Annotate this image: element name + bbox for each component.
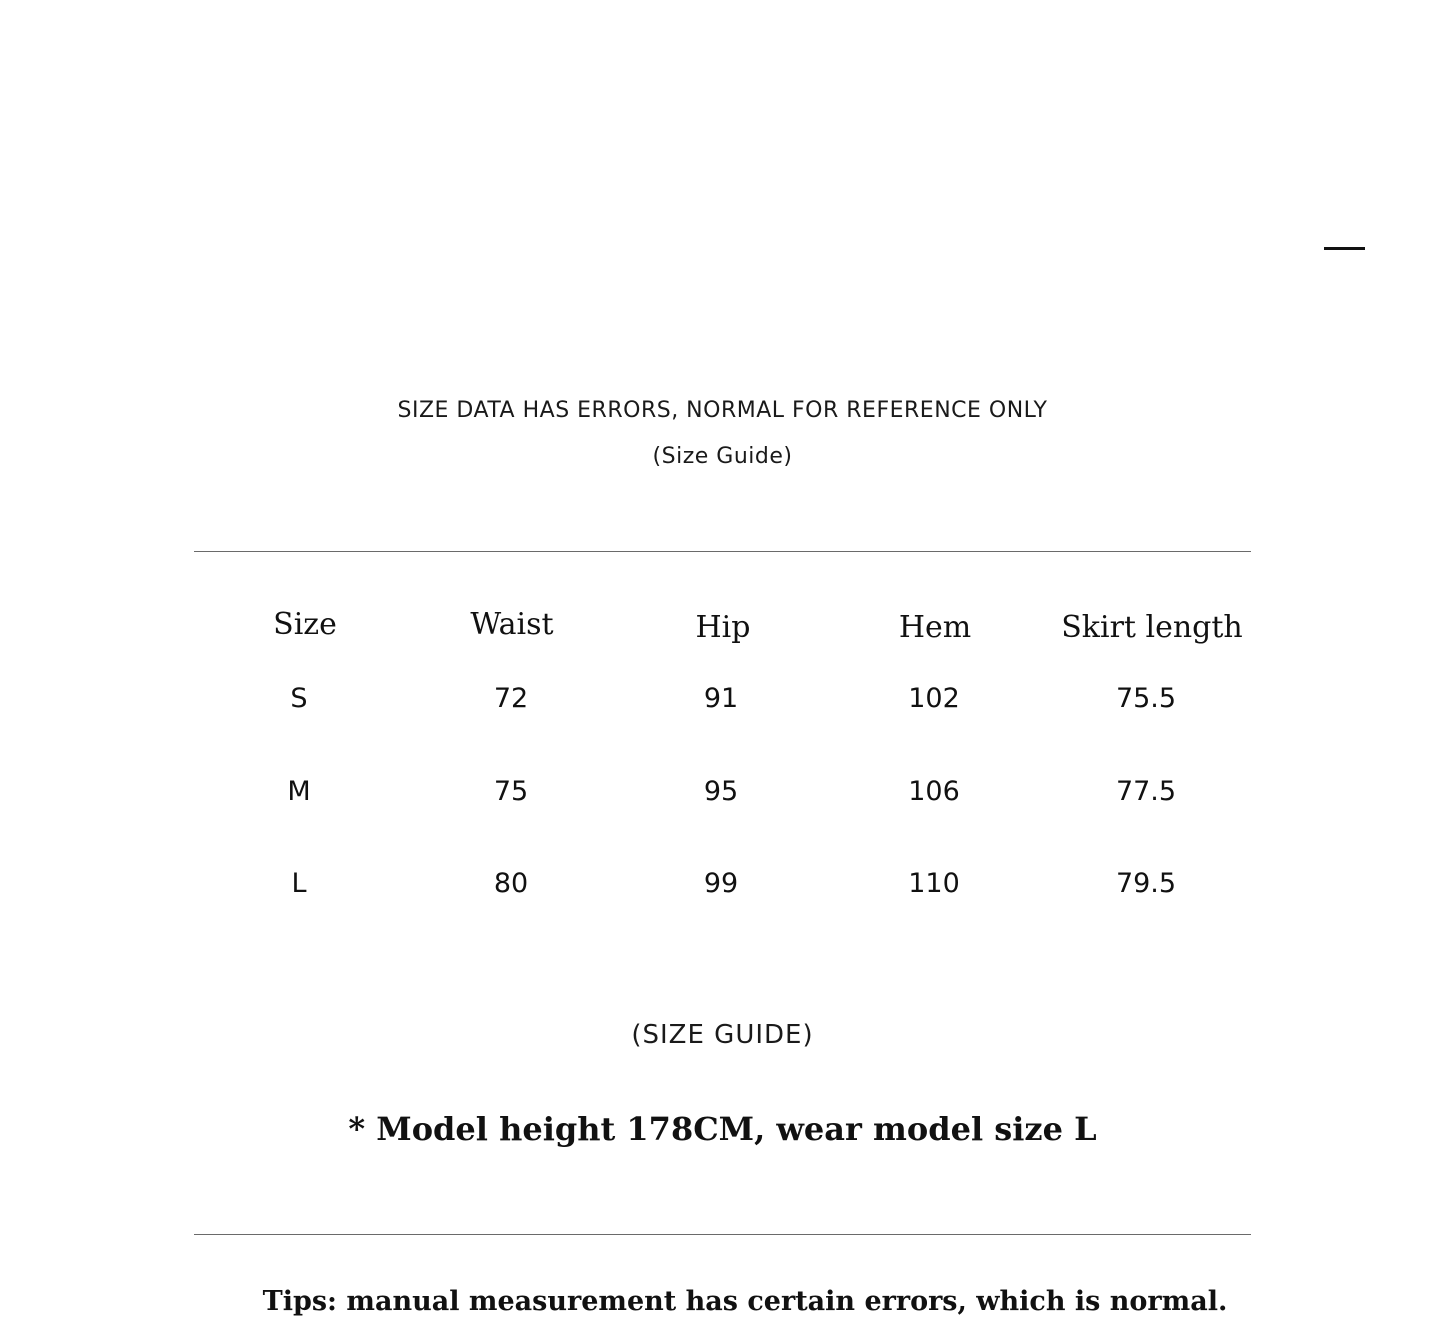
table-row <box>194 767 1251 817</box>
cell-hip: 91 <box>703 683 739 714</box>
cell-skirt-length: 77.5 <box>1115 776 1177 807</box>
cell-skirt-length: 79.5 <box>1115 868 1177 899</box>
measurement-tips: Tips: manual measurement has certain errors, which is normal. <box>262 1286 1228 1317</box>
size-guide-subtitle: (Size Guide) <box>652 444 793 469</box>
header-hip: Hip <box>695 610 751 645</box>
cell-hip: 99 <box>703 868 739 899</box>
cell-size: S <box>290 683 308 714</box>
top-divider <box>194 551 1251 552</box>
header-hem: Hem <box>898 610 972 645</box>
table-row <box>194 859 1251 909</box>
table-header-row <box>194 600 1251 650</box>
cell-waist: 75 <box>493 776 529 807</box>
cell-hem: 110 <box>908 868 960 899</box>
cell-waist: 72 <box>493 683 529 714</box>
cell-hem: 102 <box>908 683 960 714</box>
header-skirt-length: Skirt length <box>1061 610 1243 645</box>
cell-skirt-length: 75.5 <box>1115 683 1177 714</box>
header-size: Size <box>273 607 337 642</box>
cell-hem: 106 <box>908 776 960 807</box>
model-height-note: * Model height 178CM, wear model size L <box>348 1110 1097 1148</box>
dash-mark <box>1324 247 1365 250</box>
cell-size: M <box>287 776 311 807</box>
size-guide-caption: (SIZE GUIDE) <box>631 1020 814 1050</box>
cell-size: L <box>291 868 307 899</box>
cell-waist: 80 <box>493 868 529 899</box>
disclaimer-heading: SIZE DATA HAS ERRORS, NORMAL FOR REFERENCE ONLY <box>397 398 1048 423</box>
cell-hip: 95 <box>703 776 739 807</box>
header-waist: Waist <box>470 607 554 642</box>
table-row <box>194 674 1251 724</box>
bottom-divider <box>194 1234 1251 1235</box>
